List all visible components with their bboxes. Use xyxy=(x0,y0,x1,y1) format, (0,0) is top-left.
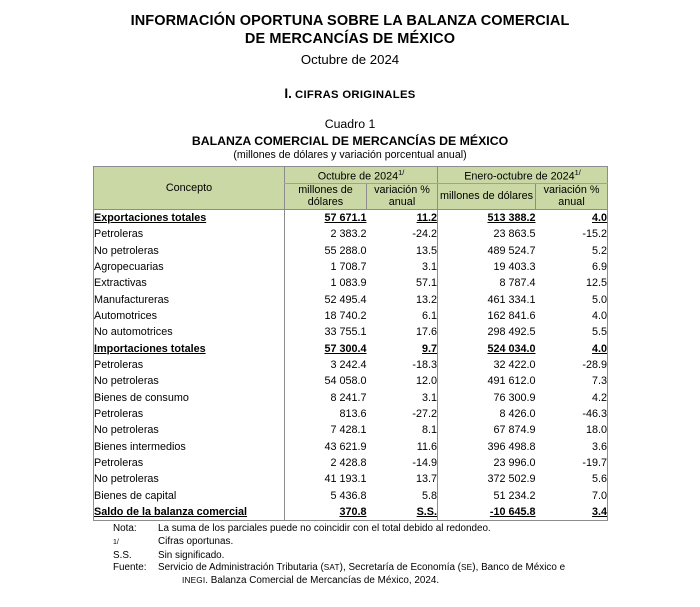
section-number: I. xyxy=(284,86,292,101)
header-row-groups xyxy=(94,167,608,184)
cell-octubre-variacion: 3.1 xyxy=(422,260,438,273)
table-row xyxy=(94,341,608,357)
cell-enero-octubre-millones: 19 403.3 xyxy=(438,259,536,275)
cell-enero-octubre-millones: 32 422.0 xyxy=(438,357,536,373)
row-label: Automotrices xyxy=(94,309,158,322)
footnote-marker-1: 1/ xyxy=(398,168,405,177)
column-header-concepto: Concepto xyxy=(94,167,285,210)
column-group-enero-octubre-label: Enero-octubre de 2024 xyxy=(464,170,575,183)
row-label: Bienes intermedios xyxy=(94,440,186,453)
fuente-inegi: INEGI xyxy=(182,575,206,585)
cell-octubre-millones: 1 708.7 xyxy=(285,259,367,275)
table-row xyxy=(94,226,608,242)
document-header xyxy=(0,0,700,69)
cell-enero-octubre-millones: 396 498.8 xyxy=(438,439,536,455)
column-group-octubre-label: Octubre de 2024 xyxy=(317,170,399,183)
row-label: No petroleras xyxy=(94,473,159,486)
cuadro-number: Cuadro 1 xyxy=(324,117,376,131)
cell-octubre-variacion: 57.1 xyxy=(416,277,438,290)
table-row xyxy=(94,455,608,471)
table-row xyxy=(94,504,608,521)
cell-enero-octubre-variacion: 3.4 xyxy=(592,506,608,518)
cell-enero-octubre-millones: 23 863.5 xyxy=(438,226,536,242)
cell-enero-octubre-millones: -10 645.8 xyxy=(438,504,536,521)
footnote-ss-text: Sin significado. xyxy=(158,549,225,561)
cell-enero-octubre-variacion: 18.0 xyxy=(586,424,608,437)
cell-octubre-millones: 7 428.1 xyxy=(285,422,367,438)
row-label: Petroleras xyxy=(94,407,144,420)
footnote-oportunas xyxy=(113,536,607,550)
column-header-ene-variacion: variación % anual xyxy=(536,184,608,210)
cell-enero-octubre-variacion: 5.6 xyxy=(592,473,608,486)
footnote-ss-key: S.S. xyxy=(113,549,132,561)
cell-enero-octubre-millones: 491 612.0 xyxy=(438,373,536,389)
cell-octubre-millones: 33 755.1 xyxy=(285,324,367,340)
cell-enero-octubre-millones: 372 502.9 xyxy=(438,471,536,487)
cell-enero-octubre-variacion: 7.3 xyxy=(592,375,608,388)
cell-octubre-variacion: -27.2 xyxy=(412,407,438,420)
cell-octubre-millones: 8 241.7 xyxy=(285,390,367,406)
cell-octubre-variacion: 12.0 xyxy=(416,375,438,388)
cell-enero-octubre-millones: 76 300.9 xyxy=(438,390,536,406)
cell-octubre-millones: 43 621.9 xyxy=(285,439,367,455)
row-label: Petroleras xyxy=(94,228,144,241)
row-label: No petroleras xyxy=(94,424,159,437)
section-label: CIFRAS ORIGINALES xyxy=(295,89,416,101)
cell-enero-octubre-variacion: 7.0 xyxy=(592,489,608,502)
row-label: Agropecuarias xyxy=(94,260,164,273)
cell-enero-octubre-variacion: 4.2 xyxy=(592,391,608,404)
cell-octubre-variacion: -18.3 xyxy=(412,358,438,371)
table-row xyxy=(94,292,608,308)
table-row xyxy=(94,259,608,275)
cell-octubre-variacion: 11.6 xyxy=(416,440,438,453)
section-heading xyxy=(0,86,700,101)
cell-enero-octubre-variacion: 4.0 xyxy=(592,342,608,355)
cell-enero-octubre-millones: 298 492.5 xyxy=(438,324,536,340)
fuente-part-2: ), Secretaría de Economía ( xyxy=(339,562,461,574)
cell-octubre-variacion: 13.7 xyxy=(416,473,438,486)
table-body xyxy=(94,209,608,521)
cell-enero-octubre-variacion: 5.5 xyxy=(592,326,608,339)
row-label: Saldo de la balanza comercial xyxy=(94,506,248,518)
footnote-fuente-text xyxy=(158,562,607,587)
footnote-marker-2: 1/ xyxy=(574,168,581,177)
table-row xyxy=(94,406,608,422)
cell-enero-octubre-millones: 51 234.2 xyxy=(438,488,536,504)
row-label: No automotrices xyxy=(94,326,173,339)
table-row xyxy=(94,357,608,373)
footnote-nota xyxy=(113,523,607,536)
footnote-fuente xyxy=(113,562,607,587)
cell-enero-octubre-variacion: 6.9 xyxy=(592,260,608,273)
cell-octubre-millones: 52 495.4 xyxy=(285,292,367,308)
cell-octubre-variacion: S.S. xyxy=(416,506,438,518)
cell-octubre-variacion: -14.9 xyxy=(412,456,438,469)
table-row xyxy=(94,243,608,259)
footnote-ss xyxy=(113,550,607,563)
row-label: No petroleras xyxy=(94,244,159,257)
cell-enero-octubre-millones: 461 334.1 xyxy=(438,292,536,308)
cell-octubre-variacion: 13.2 xyxy=(416,293,438,306)
cell-enero-octubre-millones: 513 388.2 xyxy=(438,209,536,226)
cell-enero-octubre-variacion: -46.3 xyxy=(582,407,608,420)
cell-enero-octubre-millones: 162 841.6 xyxy=(438,308,536,324)
cell-enero-octubre-millones: 67 874.9 xyxy=(438,422,536,438)
fuente-part-1: Servicio de Administración Tributaria ( xyxy=(158,562,324,574)
cell-octubre-millones: 813.6 xyxy=(285,406,367,422)
column-group-octubre xyxy=(285,167,438,184)
cell-octubre-millones: 18 740.2 xyxy=(285,308,367,324)
row-label: Bienes de consumo xyxy=(94,391,189,404)
cell-enero-octubre-variacion: 4.0 xyxy=(592,211,608,224)
cell-octubre-variacion: 5.8 xyxy=(422,489,438,502)
table-row xyxy=(94,209,608,226)
cell-octubre-variacion: 6.1 xyxy=(422,309,438,322)
column-header-oct-variacion: variación % anual xyxy=(367,184,438,210)
column-header-ene-millones: millones de dólares xyxy=(438,184,536,210)
row-label: Petroleras xyxy=(94,456,144,469)
cuadro-units: (millones de dólares y variación porcentual anual) xyxy=(233,149,467,161)
cuadro-title: BALANZA COMERCIAL DE MERCANCÍAS DE MÉXICO xyxy=(191,134,509,148)
table-row xyxy=(94,390,608,406)
page-title-line-1: INFORMACIÓN OPORTUNA SOBRE LA BALANZA COMERCIAL xyxy=(130,13,570,29)
row-label: Petroleras xyxy=(94,358,144,371)
cell-enero-octubre-variacion: -15.2 xyxy=(582,228,608,241)
row-label: No petroleras xyxy=(94,375,159,388)
row-label: Importaciones totales xyxy=(94,342,206,355)
cell-octubre-variacion: 11.2 xyxy=(416,211,438,224)
table-row xyxy=(94,308,608,324)
cell-enero-octubre-millones: 23 996.0 xyxy=(438,455,536,471)
cell-octubre-variacion: 17.6 xyxy=(416,326,438,339)
table-row xyxy=(94,324,608,340)
page-title-line-2: DE MERCANCÍAS DE MÉXICO xyxy=(244,31,456,47)
balanza-comercial-table xyxy=(93,166,608,521)
cell-octubre-millones: 2 428.8 xyxy=(285,455,367,471)
cell-enero-octubre-variacion: 12.5 xyxy=(586,277,608,290)
cell-octubre-millones: 1 083.9 xyxy=(285,275,367,291)
row-label: Bienes de capital xyxy=(94,489,177,502)
footnote-nota-key: Nota: xyxy=(113,523,137,535)
table-row xyxy=(94,422,608,438)
table-row xyxy=(94,488,608,504)
table-row xyxy=(94,275,608,291)
cell-octubre-millones: 57 300.4 xyxy=(285,341,367,357)
column-header-oct-millones: millones de dólares xyxy=(285,184,367,210)
cell-enero-octubre-variacion: -19.7 xyxy=(582,456,608,469)
cell-octubre-variacion: -24.2 xyxy=(412,228,438,241)
cell-octubre-variacion: 8.1 xyxy=(422,424,438,437)
cell-enero-octubre-variacion: 5.0 xyxy=(592,293,608,306)
cell-octubre-millones: 5 436.8 xyxy=(285,488,367,504)
table-row xyxy=(94,471,608,487)
cell-enero-octubre-variacion: 5.2 xyxy=(592,244,608,257)
footnote-nota-text: La suma de los parciales puede no coincidir con el total debido al redondeo. xyxy=(158,523,491,535)
cell-enero-octubre-millones: 8 426.0 xyxy=(438,406,536,422)
row-label: Extractivas xyxy=(94,277,147,290)
fuente-part-3: ), Banco de México e xyxy=(472,562,566,574)
cell-octubre-variacion: 9.7 xyxy=(422,342,438,355)
cell-enero-octubre-millones: 489 524.7 xyxy=(438,243,536,259)
page-subtitle: Octubre de 2024 xyxy=(300,52,400,67)
footnote-oportunas-key: 1/ xyxy=(113,538,119,546)
table-row xyxy=(94,373,608,389)
cell-octubre-millones: 55 288.0 xyxy=(285,243,367,259)
cell-enero-octubre-millones: 524 034.0 xyxy=(438,341,536,357)
fuente-se: SE xyxy=(460,563,473,573)
cell-octubre-millones: 41 193.1 xyxy=(285,471,367,487)
cell-octubre-millones: 370.8 xyxy=(285,504,367,521)
cell-octubre-millones: 2 383.2 xyxy=(285,226,367,242)
footnote-fuente-key: Fuente: xyxy=(113,562,147,574)
row-label: Manufactureras xyxy=(94,293,170,306)
cell-octubre-millones: 54 058.0 xyxy=(285,373,367,389)
balanza-comercial-table-wrapper xyxy=(93,166,607,521)
cell-enero-octubre-variacion: -28.9 xyxy=(582,358,608,371)
cell-octubre-variacion: 13.5 xyxy=(416,244,438,257)
table-footnotes xyxy=(93,523,607,587)
cell-octubre-variacion: 3.1 xyxy=(422,391,438,404)
cell-octubre-millones: 57 671.1 xyxy=(285,209,367,226)
fuente-sat: SAT xyxy=(323,563,340,573)
table-row xyxy=(94,439,608,455)
row-label: Exportaciones totales xyxy=(94,211,207,224)
fuente-part-4: . Balanza Comercial de Mercancías de México, 2024. xyxy=(205,574,440,586)
table-header xyxy=(94,167,608,210)
cell-enero-octubre-millones: 8 787.4 xyxy=(438,275,536,291)
cell-enero-octubre-variacion: 4.0 xyxy=(592,309,608,322)
footnote-oportunas-text: Cifras oportunas. xyxy=(158,535,234,547)
column-group-enero-octubre xyxy=(438,167,608,184)
cell-octubre-millones: 3 242.4 xyxy=(285,357,367,373)
cell-enero-octubre-variacion: 3.6 xyxy=(592,440,608,453)
